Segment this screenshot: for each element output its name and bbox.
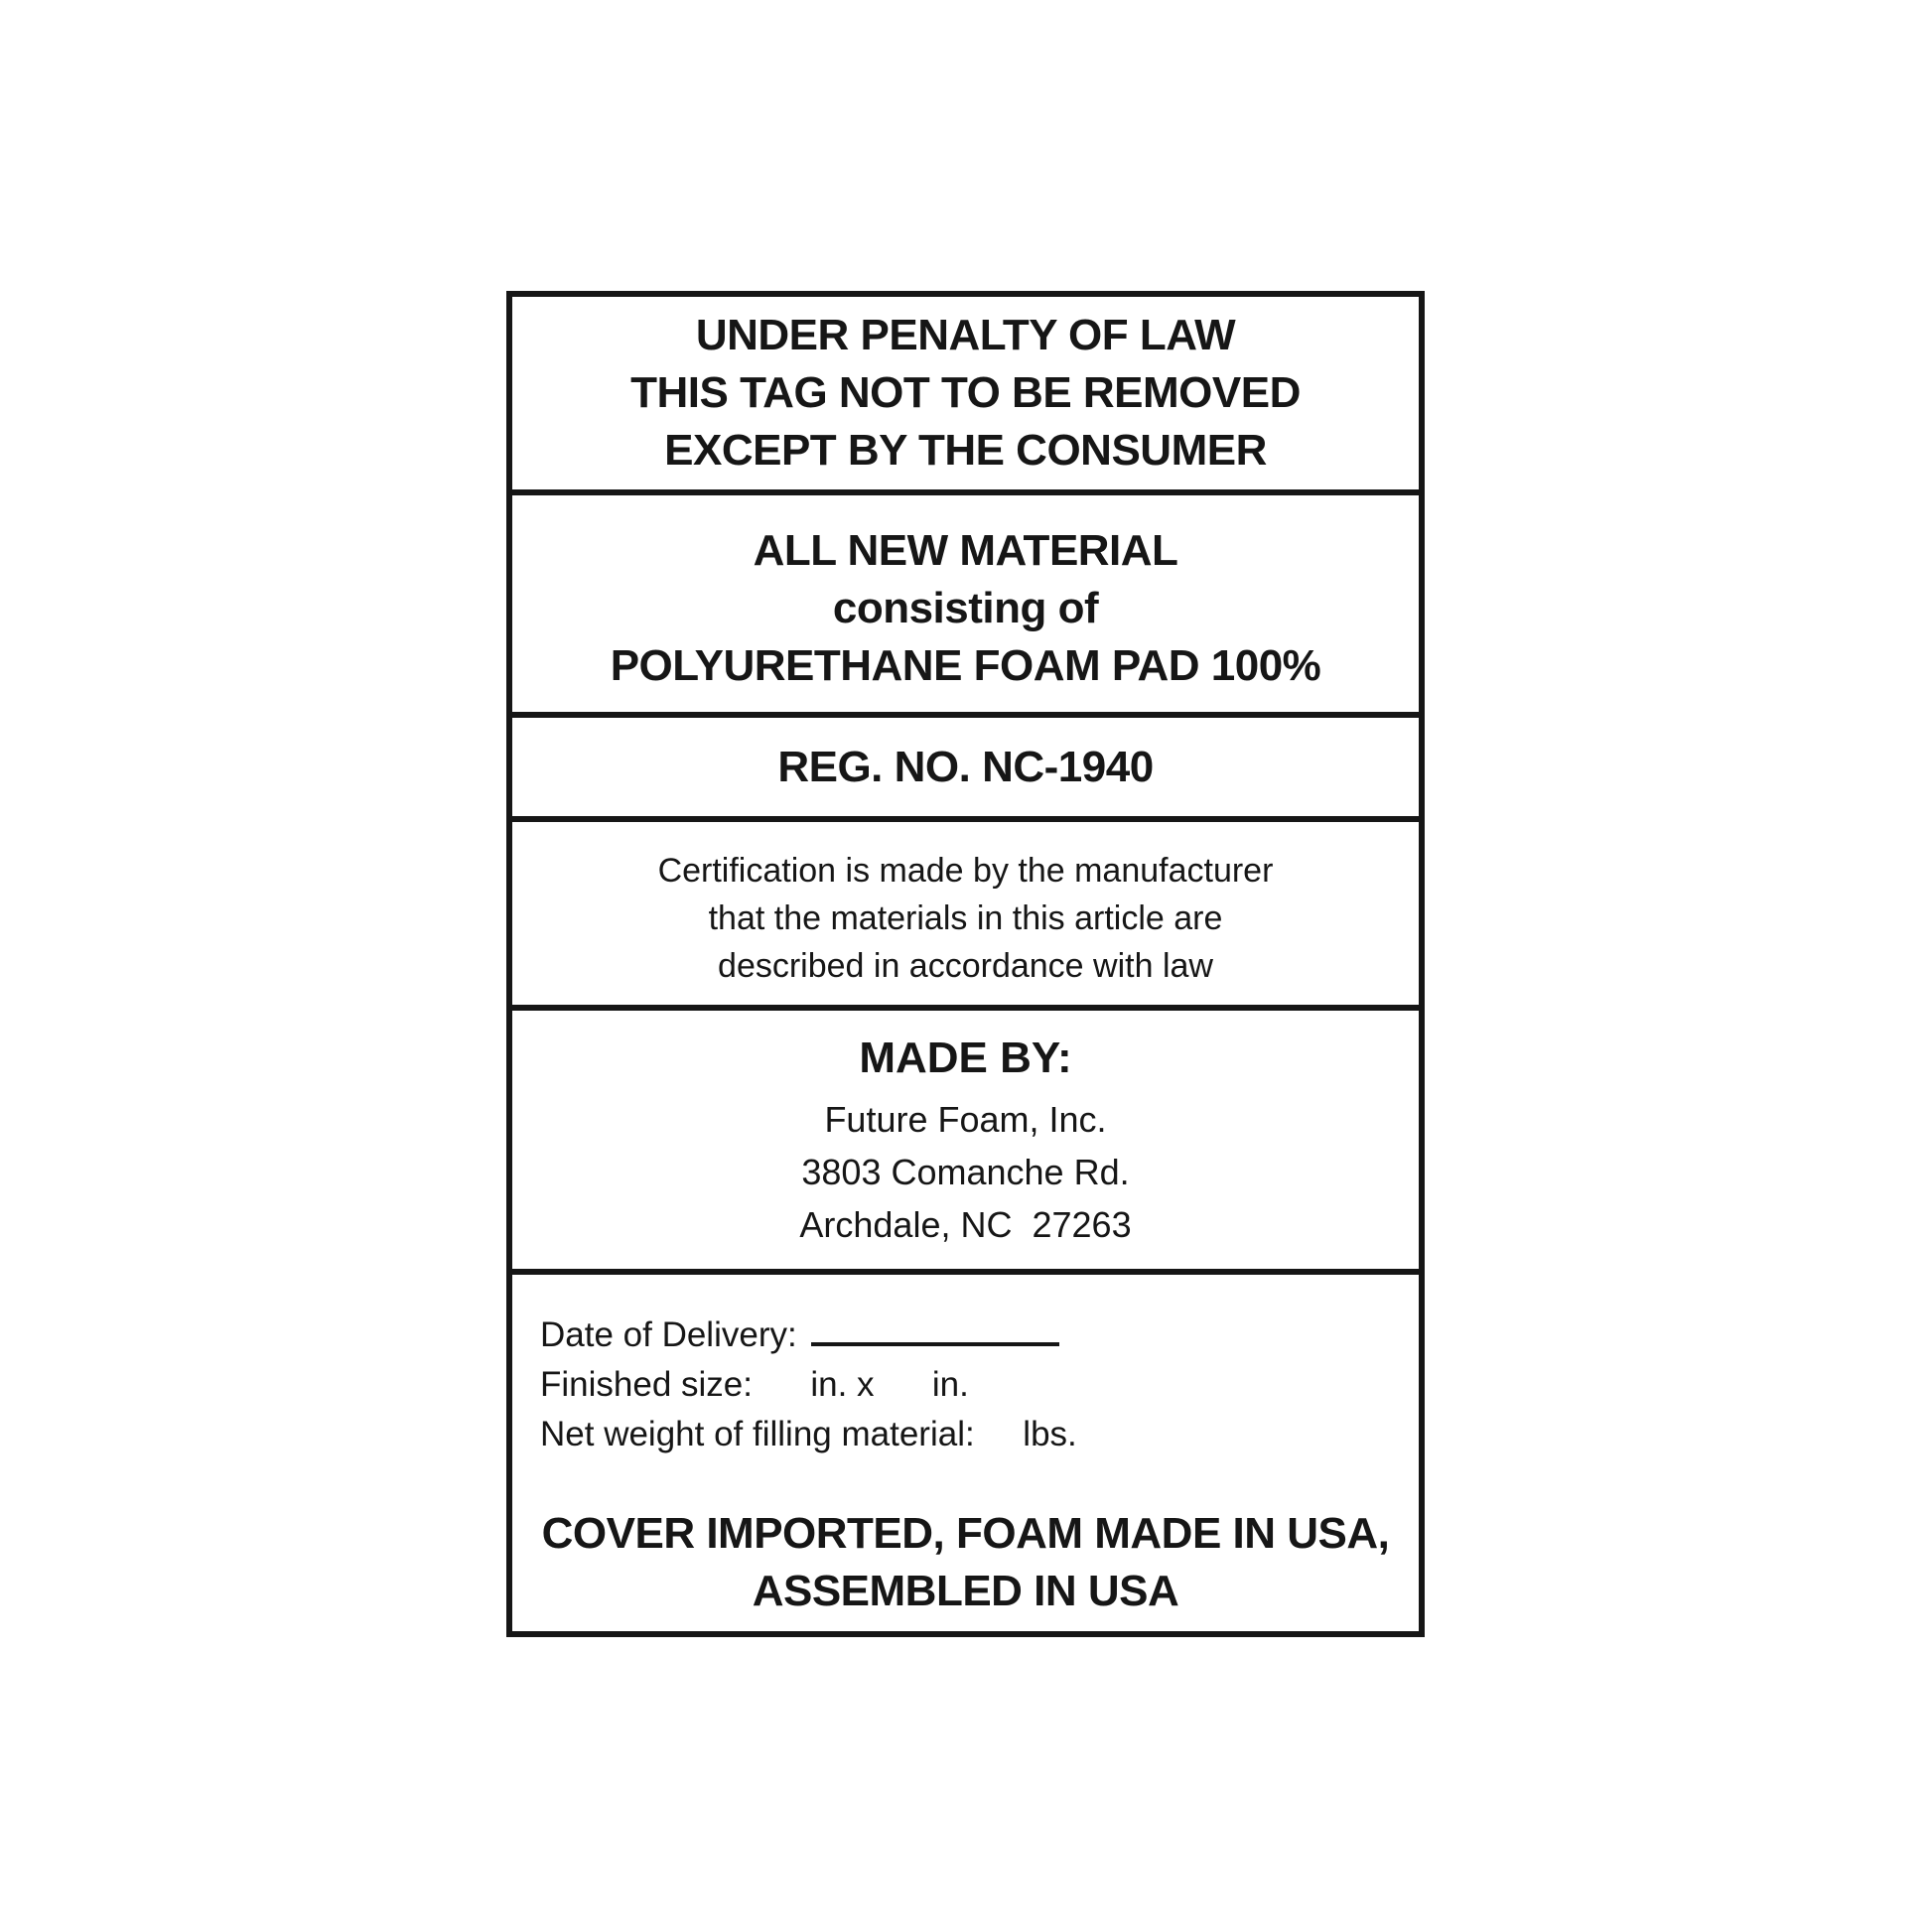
origin-line: COVER IMPORTED, FOAM MADE IN USA, xyxy=(541,1509,1390,1558)
penalty-line: UNDER PENALTY OF LAW xyxy=(695,311,1236,359)
manufacturer-street: 3803 Comanche Rd. xyxy=(801,1151,1130,1192)
law-tag-label xyxy=(506,291,1425,1637)
certification-line: that the materials in this article are xyxy=(708,899,1223,937)
material-line: POLYURETHANE FOAM PAD 100% xyxy=(610,641,1321,690)
certification-line: described in accordance with law xyxy=(718,947,1213,985)
finished-size-row xyxy=(540,1360,1391,1410)
material-contents-section xyxy=(512,495,1419,718)
penalty-line: THIS TAG NOT TO BE REMOVED xyxy=(630,368,1301,417)
registration-number: REG. NO. NC-1940 xyxy=(777,742,1154,791)
certification-section xyxy=(512,822,1419,1011)
details-section xyxy=(512,1275,1419,1631)
origin-statement xyxy=(540,1505,1391,1620)
certification-line: Certification is made by the manufacturer xyxy=(657,852,1274,890)
date-of-delivery-blank xyxy=(811,1307,1059,1346)
material-line: consisting of xyxy=(832,584,1099,632)
manufacturer-city-state-zip: Archdale, NC 27263 xyxy=(799,1203,1132,1245)
penalty-line: EXCEPT BY THE CONSUMER xyxy=(664,426,1267,475)
finished-size-label: Finished size: in. x in. xyxy=(540,1365,969,1404)
material-line: ALL NEW MATERIAL xyxy=(753,526,1178,575)
manufacturer-name: Future Foam, Inc. xyxy=(824,1098,1107,1140)
penalty-warning-section xyxy=(512,297,1419,495)
made-by-heading: MADE BY: xyxy=(859,1033,1072,1082)
date-of-delivery-row xyxy=(540,1307,1391,1360)
date-of-delivery-label: Date of Delivery: xyxy=(540,1315,797,1354)
origin-line: ASSEMBLED IN USA xyxy=(752,1567,1179,1615)
net-weight-label: Net weight of filling material: lbs. xyxy=(540,1415,1077,1453)
net-weight-row xyxy=(540,1410,1391,1459)
registration-number-section xyxy=(512,718,1419,822)
made-by-section xyxy=(512,1011,1419,1275)
